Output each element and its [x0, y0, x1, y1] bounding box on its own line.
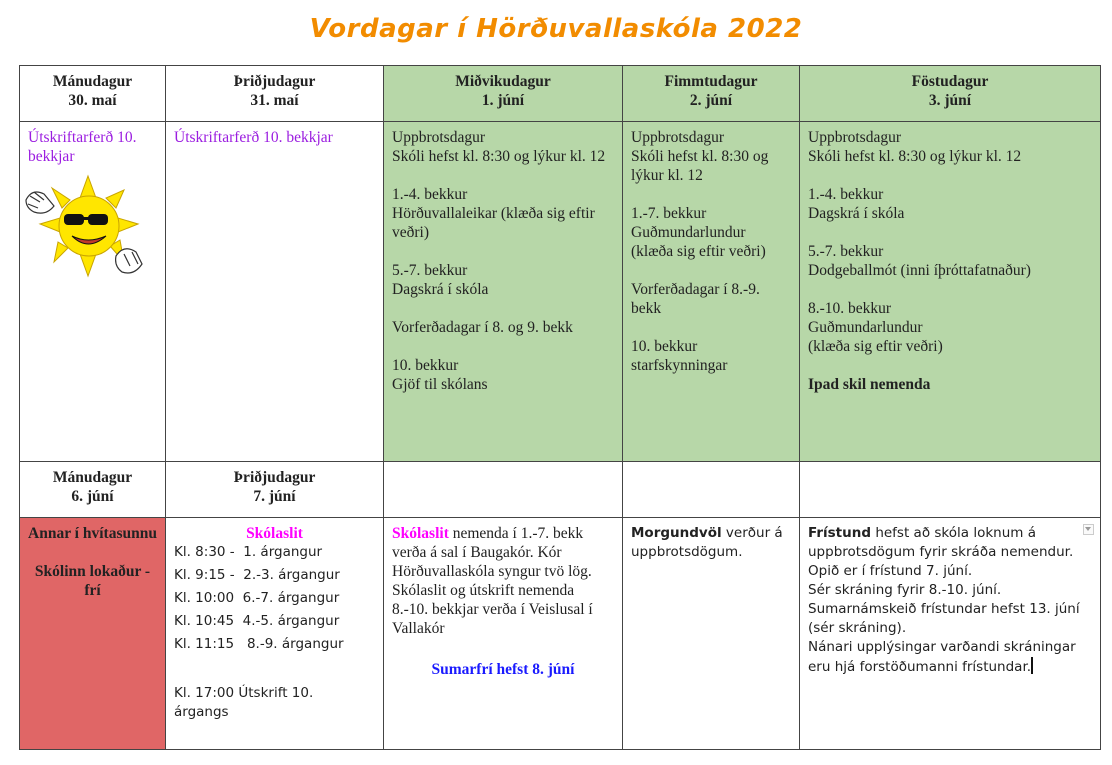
morning-care-text: verður á uppbrotsdögum. — [631, 525, 783, 560]
closing-time: Kl. 9:15 - 2.-3. árgangur — [174, 567, 340, 583]
line: Vorferðadagar í 8.-9. bekk — [631, 281, 760, 317]
cell-thursday-9 — [623, 518, 800, 750]
line: Uppbrotsdagur — [808, 129, 901, 146]
line: Dagskrá í skóla — [808, 205, 905, 222]
after-school-line: Sumarnámskeið frístundar hefst 13. júní (sér skráning). — [808, 601, 1080, 636]
cell-wednesday-8 — [384, 518, 623, 750]
cell-dropdown-handle[interactable] — [1083, 524, 1094, 535]
holiday-text: Annar í hvítasunnu — [28, 525, 157, 542]
header-empty — [623, 462, 800, 518]
cell-monday-6 — [20, 518, 166, 750]
header-date: 31. maí — [250, 92, 299, 109]
after-school-line: Sér skráning fyrir 8.-10. júní. — [808, 582, 1002, 598]
line: 1.-4. bekkur — [808, 186, 884, 203]
week2-header-row — [20, 462, 1101, 518]
schedule-table — [19, 65, 1101, 750]
trip-text: Útskriftarferð 10. bekkjar — [28, 129, 137, 165]
header-monday-6 — [20, 462, 166, 518]
line: Vorferðadagar í 8. og 9. bekk — [392, 319, 573, 336]
header-date: 30. maí — [68, 92, 117, 109]
line: Gjöf til skólans — [392, 376, 488, 393]
header-empty — [800, 462, 1101, 518]
closing-text: nemenda í 1.-7. bekk verða á sal í Baugakór. Kór Hörðuvallaskóla syngur tvö lög. — [392, 525, 592, 580]
trip-text: Útskriftarferð 10. bekkjar — [174, 129, 333, 146]
header-day: Fimmtudagur — [664, 73, 758, 90]
line: Skóli hefst kl. 8:30 og lýkur kl. 12 — [808, 148, 1022, 165]
line: Uppbrotsdagur — [392, 129, 485, 146]
line: 10. bekkur — [631, 338, 698, 355]
line: Dagskrá í skóla — [392, 281, 489, 298]
header-day: Mánudagur — [52, 73, 133, 90]
header-date: 2. júní — [689, 92, 733, 109]
cell-friday-3 — [800, 122, 1101, 462]
cell-tuesday-31 — [166, 122, 384, 462]
header-date: 1. júní — [481, 92, 525, 109]
graduation-text: Skólaslit og útskrift nemenda 8.-10. bekkjar verða í Veislusal í Vallakór — [392, 582, 593, 637]
line: 8.-10. bekkur — [808, 300, 892, 317]
after-school-text: hefst að skóla loknum á uppbrotsdögum fyrir skráða nemendur. — [808, 525, 1074, 560]
cell-thursday-2 — [623, 122, 800, 462]
header-day: Þriðjudagur — [233, 469, 316, 486]
header-tuesday-31 — [166, 66, 384, 122]
page-title: Vordagar í Hörðuvallaskóla 2022 — [309, 14, 803, 44]
line: Guðmundarlundur — [808, 319, 923, 336]
line: 1.-7. bekkur — [631, 205, 707, 222]
header-date: 6. júní — [71, 488, 114, 505]
after-school-line: Opið er í frístund 7. júní. — [808, 563, 973, 579]
cell-wednesday-1 — [384, 122, 623, 462]
closed-text: Skólinn lokaður - frí — [34, 563, 151, 599]
line: Uppbrotsdagur — [631, 129, 724, 146]
header-date: 3. júní — [928, 92, 972, 109]
after-school-highlight: Frístund — [808, 525, 872, 541]
sun-sunglasses-icon — [24, 172, 154, 282]
line: 5.-7. bekkur — [392, 262, 468, 279]
header-day: Miðvikudagur — [455, 73, 551, 90]
line: Skóli hefst kl. 8:30 og lýkur kl. 12 — [631, 148, 769, 184]
closing-time: Kl. 11:15 8.-9. árgangur — [174, 636, 344, 652]
line: starfskynningar — [631, 357, 728, 374]
line: Skóli hefst kl. 8:30 og lýkur kl. 12 — [392, 148, 606, 165]
closing-time: Kl. 10:00 6.-7. árgangur — [174, 590, 340, 606]
header-wednesday-1 — [384, 66, 623, 122]
summer-break-text: Sumarfrí hefst 8. júní — [431, 661, 575, 678]
header-day: Föstudagur — [911, 73, 989, 90]
cell-monday-30 — [20, 122, 166, 462]
after-school-line: Nánari upplýsingar varðandi skráningar eru hjá forstöðumanni frístundar. — [808, 639, 1076, 675]
header-monday-30 — [20, 66, 166, 122]
header-day: Mánudagur — [52, 469, 133, 486]
week1-content-row — [20, 122, 1101, 462]
line: 10. bekkur — [392, 357, 459, 374]
school-closing-highlight: Skólaslit — [392, 525, 449, 542]
cell-friday-10 — [800, 518, 1101, 750]
header-tuesday-7 — [166, 462, 384, 518]
morning-care-highlight: Morgundvöl — [631, 525, 722, 541]
school-closing-title: Skólaslit — [246, 525, 303, 542]
line: 1.-4. bekkur — [392, 186, 468, 203]
header-day: Þriðjudagur — [233, 73, 316, 90]
line: (klæða sig eftir veðri) — [808, 338, 943, 355]
line: Dodgeballmót (inni íþróttafatnaður) — [808, 262, 1031, 279]
header-thursday-2 — [623, 66, 800, 122]
header-empty — [384, 462, 623, 518]
line: Hörðuvallaleikar (klæða sig eftir veðri) — [392, 205, 595, 241]
header-friday-3 — [800, 66, 1101, 122]
week2-content-row — [20, 518, 1101, 750]
line: 5.-7. bekkur — [808, 243, 884, 260]
cell-tuesday-7 — [166, 518, 384, 750]
week1-header-row — [20, 66, 1101, 122]
closing-time: Kl. 8:30 - 1. árgangur — [174, 544, 323, 560]
ipad-return-note: Ipad skil nemenda — [808, 376, 931, 393]
line: Guðmundarlundur (klæða sig eftir veðri) — [631, 224, 766, 260]
text-cursor — [1031, 657, 1033, 674]
header-date: 7. júní — [253, 488, 296, 505]
graduation-time: Kl. 17:00 Útskrift 10. árgangs — [174, 685, 314, 720]
closing-time: Kl. 10:45 4.-5. árgangur — [174, 613, 340, 629]
